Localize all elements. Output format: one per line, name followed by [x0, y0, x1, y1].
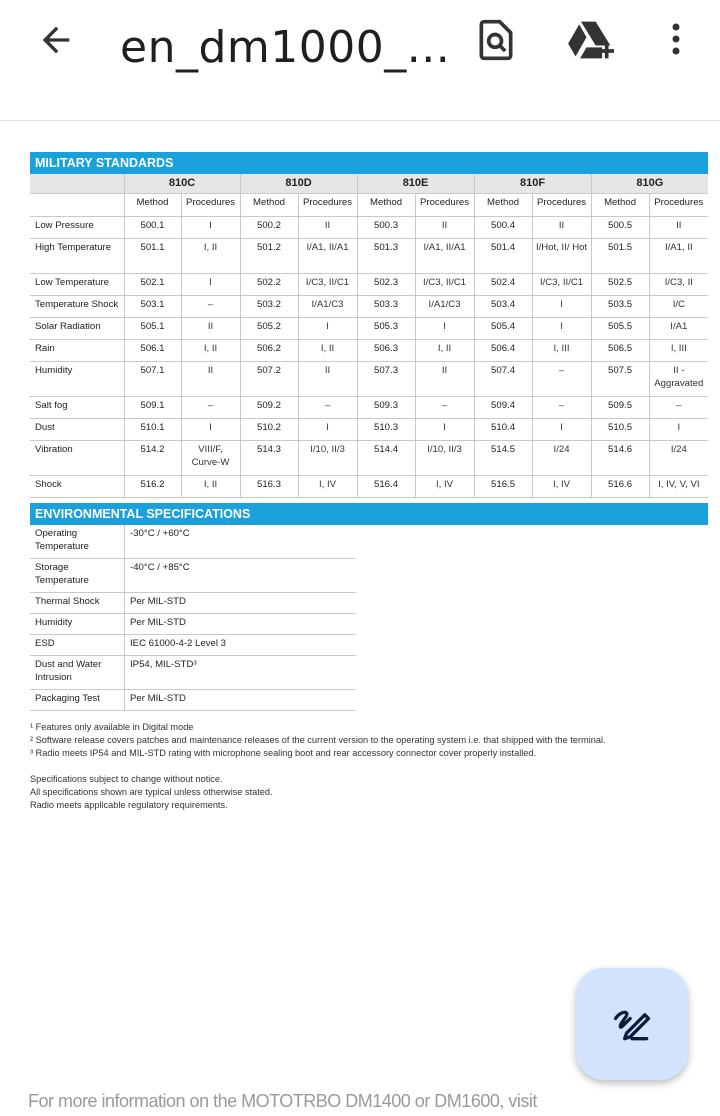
standard-header: 810D — [240, 174, 357, 194]
table-cell: 503.1 — [124, 296, 181, 318]
table-cell: 514.3 — [240, 441, 298, 476]
environmental-specs-table — [30, 525, 356, 711]
table-cell: 501.3 — [357, 239, 415, 274]
spec-value: IP54, MIL-STD³ — [125, 656, 357, 690]
footer-text: For more information on the MOTOTRBO DM1400 or DM1600, visit — [28, 1091, 537, 1111]
spec-value: -40°C / +85°C — [125, 559, 357, 593]
table-cell: 509.1 — [124, 397, 181, 419]
table-row — [30, 217, 708, 239]
table-cell: 505.5 — [591, 318, 649, 340]
table-cell: I, II — [298, 340, 357, 362]
military-standards-table — [30, 174, 708, 498]
table-cell: 514.2 — [124, 441, 181, 476]
table-row — [30, 476, 708, 498]
table-cell: II — [181, 318, 240, 340]
table-cell: – — [181, 296, 240, 318]
table-cell: I, II — [181, 476, 240, 498]
table-cell: I/A1/C3 — [415, 296, 474, 318]
standards-row — [30, 174, 708, 194]
table-cell: 500.4 — [474, 217, 532, 239]
method-header: Method — [357, 194, 415, 217]
row-label: Low Temperature — [30, 274, 124, 296]
table-cell: II — [298, 217, 357, 239]
table-cell: 516.3 — [240, 476, 298, 498]
spec-name: Thermal Shock — [30, 593, 125, 614]
standard-header: 810C — [124, 174, 240, 194]
table-cell: I, II — [181, 340, 240, 362]
table-cell: I — [181, 419, 240, 441]
table-cell: I/A1, II/A1 — [298, 239, 357, 274]
row-label: Vibration — [30, 441, 124, 476]
table-cell: I, IV — [532, 476, 591, 498]
subheader-row — [30, 194, 708, 217]
table-cell: I/A1 — [649, 318, 708, 340]
table-cell: 516.6 — [591, 476, 649, 498]
app-bar — [0, 0, 720, 121]
table-cell: I, II — [181, 239, 240, 274]
table-cell: 507.1 — [124, 362, 181, 397]
row-label: Temperature Shock — [30, 296, 124, 318]
row-label: Salt fog — [30, 397, 124, 419]
method-header: Method — [240, 194, 298, 217]
table-cell: I — [298, 318, 357, 340]
more-vert-icon[interactable] — [662, 20, 690, 60]
standard-header: 810F — [474, 174, 591, 194]
table-cell: 501.5 — [591, 239, 649, 274]
table-cell: 510.4 — [474, 419, 532, 441]
procedures-header: Procedures — [649, 194, 708, 217]
table-cell: I/A1/C3 — [298, 296, 357, 318]
table-cell: I/10, II/3 — [415, 441, 474, 476]
disclaimer: All specifications shown are typical unless otherwise stated. — [30, 787, 273, 797]
table-cell: I — [415, 419, 474, 441]
table-cell: I/C3, II — [649, 274, 708, 296]
table-cell: 500.1 — [124, 217, 181, 239]
table-cell: 503.5 — [591, 296, 649, 318]
table-cell: 509.3 — [357, 397, 415, 419]
method-header: Method — [474, 194, 532, 217]
row-label: Low Pressure — [30, 217, 124, 239]
table-cell: II — [649, 217, 708, 239]
table-cell: 505.1 — [124, 318, 181, 340]
spec-value: Per MIL-STD — [125, 593, 357, 614]
table-cell: – — [298, 397, 357, 419]
table-cell: 502.4 — [474, 274, 532, 296]
table-cell: 507.5 — [591, 362, 649, 397]
spec-value: -30°C / +60°C — [125, 525, 357, 559]
table-cell: II — [181, 362, 240, 397]
table-cell: 505.2 — [240, 318, 298, 340]
spec-name: Packaging Test — [30, 690, 125, 711]
table-row — [30, 635, 356, 656]
table-cell: I — [298, 419, 357, 441]
table-cell: 506.5 — [591, 340, 649, 362]
table-cell: I, II — [415, 340, 474, 362]
military-standards-header: MILITARY STANDARDS — [30, 152, 708, 174]
table-cell: I, IV — [298, 476, 357, 498]
table-cell: 516.2 — [124, 476, 181, 498]
annotate-button[interactable] — [576, 968, 688, 1080]
table-cell: II — [415, 217, 474, 239]
table-cell: I/24 — [649, 441, 708, 476]
table-cell: II — [532, 217, 591, 239]
row-label: High Temperature — [30, 239, 124, 274]
procedures-header: Procedures — [298, 194, 357, 217]
table-cell: 502.3 — [357, 274, 415, 296]
table-cell: I — [532, 419, 591, 441]
disclaimer: Radio meets applicable regulatory requirements. — [30, 800, 228, 810]
table-row — [30, 614, 356, 635]
table-row — [30, 419, 708, 441]
row-label: Rain — [30, 340, 124, 362]
table-row — [30, 318, 708, 340]
table-row — [30, 593, 356, 614]
table-cell: I — [181, 274, 240, 296]
table-cell: I/C3, II/C1 — [532, 274, 591, 296]
method-header: Method — [591, 194, 649, 217]
standard-header: 810E — [357, 174, 474, 194]
table-cell: 514.6 — [591, 441, 649, 476]
table-cell: 509.5 — [591, 397, 649, 419]
footnote: ² Software release covers patches and maintenance releases of the current version to the operating system i.e. that shipped with the terminal. — [30, 735, 606, 745]
table-cell: 510.5 — [591, 419, 649, 441]
table-row — [30, 239, 708, 274]
arrow-back-icon[interactable] — [36, 20, 76, 60]
procedures-header: Procedures — [415, 194, 474, 217]
row-label: Solar Radiation — [30, 318, 124, 340]
row-label: Humidity — [30, 362, 124, 397]
find-in-page-icon[interactable] — [474, 18, 518, 62]
document-title: en_dm1000_... — [120, 22, 451, 73]
row-label: Dust — [30, 419, 124, 441]
spec-name: Dust and Water Intrusion — [30, 656, 125, 690]
table-cell: 507.3 — [357, 362, 415, 397]
procedures-header: Procedures — [181, 194, 240, 217]
table-row — [30, 656, 356, 690]
table-cell: 501.1 — [124, 239, 181, 274]
table-row — [30, 362, 708, 397]
table-cell: 501.4 — [474, 239, 532, 274]
spec-value: Per MIL-STD — [125, 614, 357, 635]
table-cell: 514.5 — [474, 441, 532, 476]
table-cell: 502.5 — [591, 274, 649, 296]
table-cell: I, IV, V, VI — [649, 476, 708, 498]
table-cell: I — [532, 318, 591, 340]
procedures-header: Procedures — [532, 194, 591, 217]
table-row — [30, 441, 708, 476]
table-cell: 506.4 — [474, 340, 532, 362]
blank-header — [30, 194, 124, 217]
table-cell: I/C3, II/C1 — [415, 274, 474, 296]
table-cell: II — [298, 362, 357, 397]
table-row — [30, 296, 708, 318]
spec-name: Storage Temperature — [30, 559, 125, 593]
table-cell: 507.2 — [240, 362, 298, 397]
table-cell: I — [181, 217, 240, 239]
footnote: ³ Radio meets IP54 and MIL-STD rating with microphone sealing boot and rear accessory connector cover properly installed. — [30, 748, 537, 758]
table-cell: I — [415, 318, 474, 340]
standard-header: 810G — [591, 174, 708, 194]
spec-name: ESD — [30, 635, 125, 656]
table-cell: – — [532, 397, 591, 419]
table-row — [30, 559, 356, 593]
table-cell: 514.4 — [357, 441, 415, 476]
table-row — [30, 525, 356, 559]
spec-value: IEC 61000-4-2 Level 3 — [125, 635, 357, 656]
table-row — [30, 397, 708, 419]
table-cell: 506.2 — [240, 340, 298, 362]
disclaimer: Specifications subject to change without notice. — [30, 774, 223, 784]
table-cell: I/Hot, II/ Hot — [532, 239, 591, 274]
table-cell: 507.4 — [474, 362, 532, 397]
footnotes — [30, 721, 708, 812]
draw-pen-icon — [610, 1002, 654, 1046]
table-row — [30, 340, 708, 362]
blank-header — [30, 174, 124, 194]
table-cell: 500.3 — [357, 217, 415, 239]
table-cell: 509.2 — [240, 397, 298, 419]
table-cell: I, IV — [415, 476, 474, 498]
table-cell: 506.1 — [124, 340, 181, 362]
table-cell: I, III — [649, 340, 708, 362]
table-cell: II - Aggravated — [649, 362, 708, 397]
table-cell: II — [415, 362, 474, 397]
table-cell: 510.3 — [357, 419, 415, 441]
table-cell: 503.3 — [357, 296, 415, 318]
table-row — [30, 274, 708, 296]
footnote: ¹ Features only available in Digital mode — [30, 722, 194, 732]
table-cell: I — [649, 419, 708, 441]
table-cell: 506.3 — [357, 340, 415, 362]
table-cell: 503.2 — [240, 296, 298, 318]
table-row — [30, 690, 356, 711]
table-cell: I/24 — [532, 441, 591, 476]
table-cell: 510.1 — [124, 419, 181, 441]
table-cell: I/10, II/3 — [298, 441, 357, 476]
environmental-specs-header: ENVIRONMENTAL SPECIFICATIONS — [30, 503, 708, 525]
table-cell: 510.2 — [240, 419, 298, 441]
table-cell: – — [415, 397, 474, 419]
document-page[interactable] — [30, 152, 708, 812]
table-cell: 502.1 — [124, 274, 181, 296]
spec-value: Per MIL-STD — [125, 690, 357, 711]
table-cell: 505.3 — [357, 318, 415, 340]
table-cell: 500.2 — [240, 217, 298, 239]
method-header: Method — [124, 194, 181, 217]
table-cell: I/A1, II/A1 — [415, 239, 474, 274]
table-cell: I/A1, II — [649, 239, 708, 274]
table-cell: I — [532, 296, 591, 318]
add-to-drive-icon[interactable] — [566, 18, 618, 62]
spec-name: Operating Temperature — [30, 525, 125, 559]
row-label: Shock — [30, 476, 124, 498]
table-cell: – — [532, 362, 591, 397]
table-cell: I/C3, II/C1 — [298, 274, 357, 296]
spec-name: Humidity — [30, 614, 125, 635]
table-cell: 516.4 — [357, 476, 415, 498]
table-cell: 509.4 — [474, 397, 532, 419]
table-cell: – — [649, 397, 708, 419]
table-cell: 502.2 — [240, 274, 298, 296]
table-cell: 503.4 — [474, 296, 532, 318]
table-cell: 516.5 — [474, 476, 532, 498]
table-cell: 505.4 — [474, 318, 532, 340]
table-cell: I, III — [532, 340, 591, 362]
table-cell: I/C — [649, 296, 708, 318]
table-cell: 501.2 — [240, 239, 298, 274]
table-cell: – — [181, 397, 240, 419]
table-cell: 500.5 — [591, 217, 649, 239]
table-cell: VIII/F, Curve-W — [181, 441, 240, 476]
